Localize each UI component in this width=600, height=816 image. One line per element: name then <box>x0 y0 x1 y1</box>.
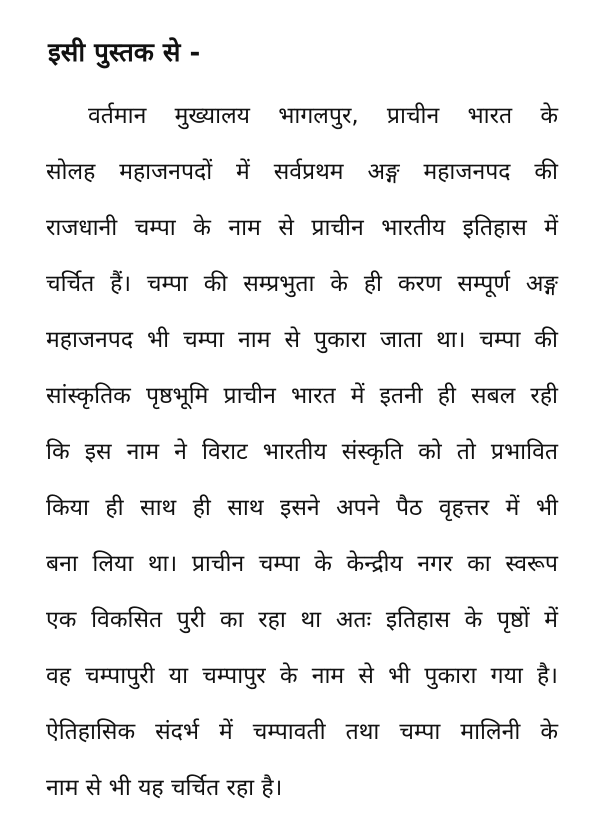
text-line: कि इस नाम ने विराट भारतीय संस्कृति को तो प्रभावित <box>46 439 558 465</box>
text-line: वर्तमान मुख्यालय भागलपुर, प्राचीन भारत के <box>88 103 558 129</box>
section-heading: इसी पुस्तक से - <box>48 38 201 68</box>
text-line: एक विकसित पुरी का रहा था अतः इतिहास के पृष्ठों में <box>46 607 558 633</box>
text-line: चर्चित हैं। चम्पा की सम्प्रभुता के ही करण सम्पूर्ण अङ्ग <box>46 271 558 297</box>
text-line: सोलह महाजनपदों में सर्वप्रथम अङ्ग महाजनपद की <box>46 159 558 185</box>
text-line: राजधानी चम्पा के नाम से प्राचीन भारतीय इतिहास में <box>46 215 558 241</box>
text-line: किया ही साथ ही साथ इसने अपने पैठ वृहत्तर में भी <box>46 495 558 521</box>
text-line: ऐतिहासिक संदर्भ में चम्पावती तथा चम्पा मालिनी के <box>46 719 558 745</box>
text-line: वह चम्पापुरी या चम्पापुर के नाम से भी पुकारा गया है। <box>46 663 558 689</box>
text-line: बना लिया था। प्राचीन चम्पा के केन्द्रीय नगर का स्वरूप <box>46 551 558 577</box>
text-line: नाम से भी यह चर्चित रहा है। <box>46 775 283 801</box>
text-line: महाजनपद भी चम्पा नाम से पुकारा जाता था। चम्पा की <box>46 327 558 353</box>
body-paragraph <box>46 88 558 816</box>
text-line: सांस्कृतिक पृष्ठभूमि प्राचीन भारत में इतनी ही सबल रही <box>46 383 558 409</box>
